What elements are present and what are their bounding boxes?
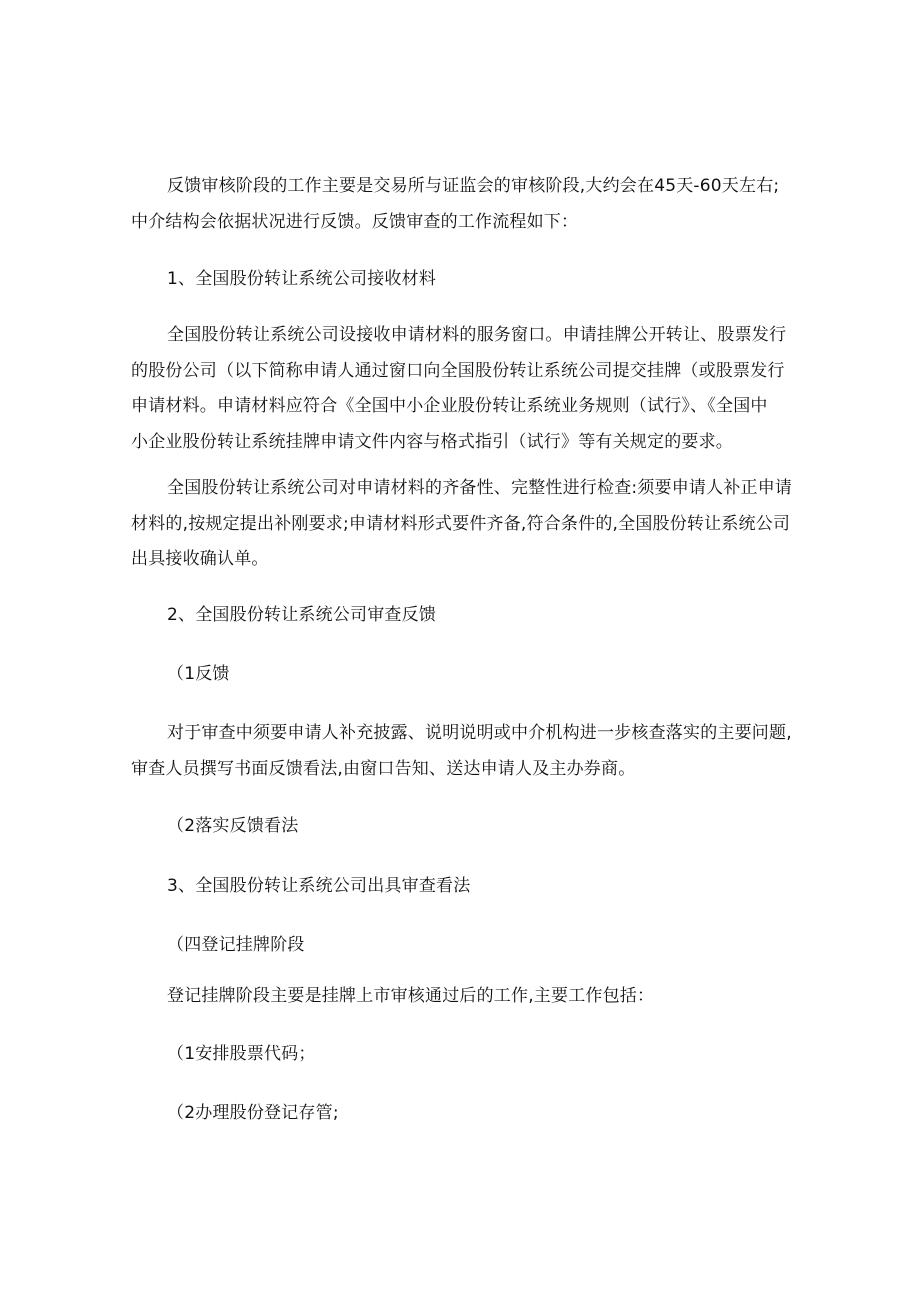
paragraph-check-line-2: 材料的,按规定提出补刚要求;申请材料形式要件齐备,符合条件的,全国股份转让系统公司 bbox=[131, 514, 791, 534]
section-heading-3: 3、全国股份转让系统公司出具审查看法 bbox=[167, 876, 471, 896]
list-item-share-registration: （2办理股份登记存管; bbox=[167, 1103, 339, 1123]
paragraph-check-line-1: 全国股份转让系统公司对申请材料的齐备性、完整性进行检查:须要申请人补正申请 bbox=[167, 478, 793, 498]
subheading-feedback: （1反馈 bbox=[167, 664, 230, 684]
subheading-implement-feedback: （2落实反馈看法 bbox=[167, 816, 299, 836]
paragraph-receive-line-2: 的股份公司（以下简称申请人通过窗口向全国股份转让系统公司提交挂牌（或股票发行 bbox=[131, 361, 785, 381]
paragraph-receive-line-1: 全国股份转让系统公司设接收申请材料的服务窗口。申请挂牌公开转让、股票发行 bbox=[167, 325, 787, 345]
section-heading-2: 2、全国股份转让系统公司审查反馈 bbox=[167, 605, 437, 625]
list-item-stock-code: （1安排股票代码； bbox=[167, 1044, 316, 1064]
paragraph-feedback-line-2: 审查人员撰写书面反馈看法,由窗口告知、送达申请人及主办券商。 bbox=[131, 759, 636, 779]
paragraph-listing-stage: 登记挂牌阶段主要是挂牌上市审核通过后的工作,主要工作包括： bbox=[167, 986, 655, 1006]
paragraph-review-stage-line-1: 反馈审核阶段的工作主要是交易所与证监会的审核阶段,大约会在45天-60天左右; bbox=[167, 176, 780, 196]
paragraph-review-stage-line-2: 中介结构会依据状况进行反馈。反馈审查的工作流程如下： bbox=[131, 212, 579, 232]
paragraph-receive-line-3: 申请材料。申请材料应符合《全国中小企业股份转让系统业务规则（试行》、《全国中 bbox=[131, 396, 768, 416]
paragraph-receive-line-4: 小企业股份转让系统挂牌申请文件内容与格式指引（试行》等有关规定的要求。 bbox=[131, 432, 733, 452]
paragraph-check-line-3: 出具接收确认单。 bbox=[131, 549, 269, 569]
paragraph-feedback-line-1: 对于审查中须要申请人补充披露、说明说明或中介机构进一步核查落实的主要问题, bbox=[167, 723, 792, 743]
section-heading-1: 1、全国股份转让系统公司接收材料 bbox=[167, 269, 437, 289]
subheading-listing-stage: （四登记挂牌阶段 bbox=[167, 935, 305, 955]
